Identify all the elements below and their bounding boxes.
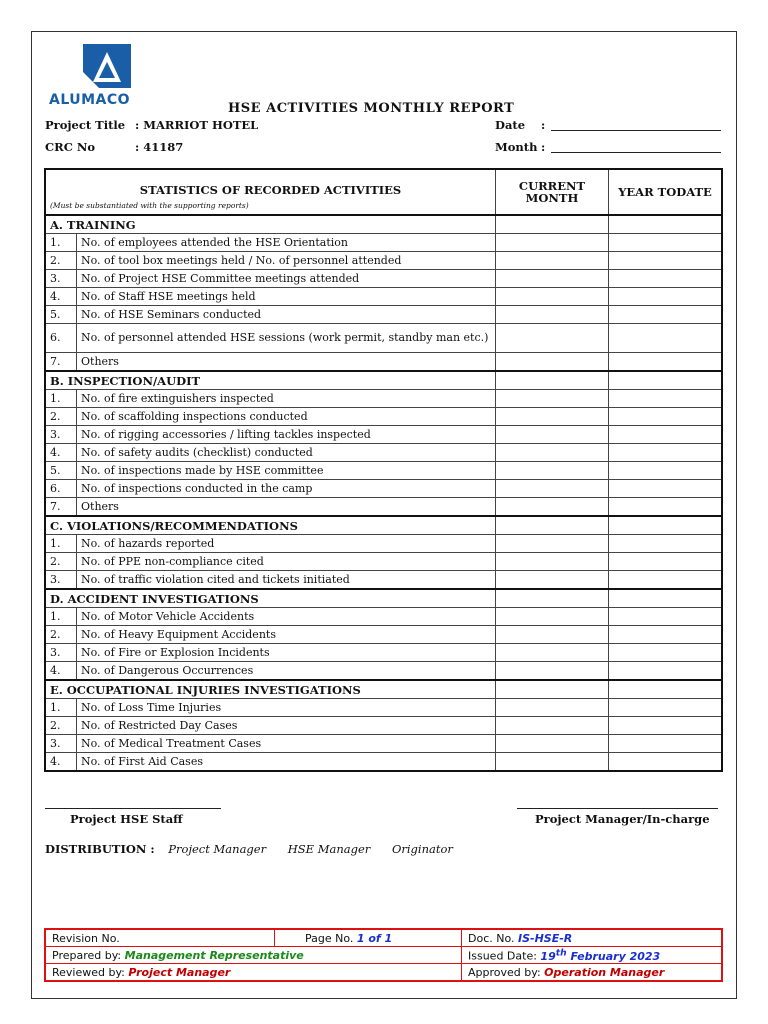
current-month-cell[interactable] bbox=[496, 644, 609, 662]
revision-cell bbox=[45, 929, 275, 947]
row-description: No. of safety audits (checklist) conducted bbox=[77, 444, 496, 462]
table-row bbox=[45, 571, 722, 590]
prepared-label: Prepared by: bbox=[52, 948, 122, 962]
row-number: 2. bbox=[45, 252, 77, 270]
approved-value: Operation Manager bbox=[544, 965, 665, 979]
reviewed-label: Reviewed by: bbox=[52, 965, 125, 979]
page-cell bbox=[275, 929, 462, 947]
section-title: E. OCCUPATIONAL INJURIES INVESTIGATIONS bbox=[45, 680, 496, 699]
year-todate-cell bbox=[609, 589, 723, 608]
section-title: C. VIOLATIONS/RECOMMENDATIONS bbox=[45, 516, 496, 535]
row-description: No. of inspections made by HSE committee bbox=[77, 462, 496, 480]
table-row bbox=[45, 408, 722, 426]
year-todate-cell[interactable] bbox=[609, 288, 723, 306]
year-todate-cell bbox=[609, 371, 723, 390]
year-todate-cell[interactable] bbox=[609, 608, 723, 626]
row-description: No. of Heavy Equipment Accidents bbox=[77, 626, 496, 644]
page-value: 1 of 1 bbox=[356, 931, 393, 945]
current-month-cell[interactable] bbox=[496, 571, 609, 590]
current-month-cell[interactable] bbox=[496, 390, 609, 408]
distribution-item: Project Manager bbox=[168, 842, 267, 856]
month-field-line[interactable] bbox=[551, 152, 721, 153]
report-title: HSE ACTIVITIES MONTHLY REPORT bbox=[228, 101, 515, 116]
row-number: 2. bbox=[45, 717, 77, 735]
table-row bbox=[45, 306, 722, 324]
row-description: No. of Project HSE Committee meetings attended bbox=[77, 270, 496, 288]
year-todate-cell[interactable] bbox=[609, 498, 723, 517]
row-number: 4. bbox=[45, 662, 77, 681]
footer-row bbox=[45, 947, 722, 964]
row-number: 1. bbox=[45, 535, 77, 553]
section-header-row bbox=[45, 680, 722, 699]
row-description: No. of Staff HSE meetings held bbox=[77, 288, 496, 306]
year-todate-cell[interactable] bbox=[609, 324, 723, 353]
current-month-cell[interactable] bbox=[496, 535, 609, 553]
row-description: No. of inspections conducted in the camp bbox=[77, 480, 496, 498]
current-month-cell bbox=[496, 215, 609, 234]
row-number: 1. bbox=[45, 234, 77, 252]
current-month-cell[interactable] bbox=[496, 270, 609, 288]
year-todate-cell[interactable] bbox=[609, 390, 723, 408]
current-month-cell[interactable] bbox=[496, 735, 609, 753]
row-description: No. of traffic violation cited and tickets initiated bbox=[77, 571, 496, 590]
row-number: 2. bbox=[45, 553, 77, 571]
month-colon: : bbox=[541, 140, 546, 154]
doc-value: IS-HSE-R bbox=[518, 931, 573, 945]
logo-icon bbox=[49, 42, 169, 92]
footer-row bbox=[45, 964, 722, 982]
row-description: Others bbox=[77, 353, 496, 372]
table-row bbox=[45, 390, 722, 408]
project-title-label: Project Title bbox=[45, 118, 126, 132]
current-month-cell[interactable] bbox=[496, 553, 609, 571]
row-number: 5. bbox=[45, 306, 77, 324]
row-description: No. of Fire or Explosion Incidents bbox=[77, 644, 496, 662]
row-number: 3. bbox=[45, 426, 77, 444]
table-row bbox=[45, 462, 722, 480]
current-month-cell[interactable] bbox=[496, 662, 609, 681]
year-todate-cell[interactable] bbox=[609, 735, 723, 753]
row-description: No. of scaffolding inspections conducted bbox=[77, 408, 496, 426]
stat-header bbox=[45, 169, 496, 215]
issued-cell bbox=[462, 947, 723, 964]
revision-label: Revision No. bbox=[52, 931, 120, 945]
current-month-cell[interactable] bbox=[496, 306, 609, 324]
row-number: 6. bbox=[45, 480, 77, 498]
row-description: No. of hazards reported bbox=[77, 535, 496, 553]
year-todate-cell[interactable] bbox=[609, 462, 723, 480]
hse-staff-label: Project HSE Staff bbox=[70, 812, 183, 826]
year-todate-cell[interactable] bbox=[609, 662, 723, 681]
row-description: No. of Medical Treatment Cases bbox=[77, 735, 496, 753]
row-description: No. of Motor Vehicle Accidents bbox=[77, 608, 496, 626]
section-header-row bbox=[45, 215, 722, 234]
year-todate-cell[interactable] bbox=[609, 626, 723, 644]
table-row bbox=[45, 735, 722, 753]
section-header-row bbox=[45, 371, 722, 390]
section-title: A. TRAINING bbox=[45, 215, 496, 234]
table-row bbox=[45, 252, 722, 270]
year-todate-cell[interactable] bbox=[609, 480, 723, 498]
row-description: Others bbox=[77, 498, 496, 517]
issued-suffix: th bbox=[555, 947, 567, 959]
year-todate-header: YEAR TODATE bbox=[609, 169, 723, 215]
current-month-cell bbox=[496, 371, 609, 390]
table-row bbox=[45, 444, 722, 462]
year-todate-cell[interactable] bbox=[609, 270, 723, 288]
year-todate-cell[interactable] bbox=[609, 444, 723, 462]
row-number: 7. bbox=[45, 498, 77, 517]
year-todate-cell[interactable] bbox=[609, 553, 723, 571]
year-todate-cell[interactable] bbox=[609, 408, 723, 426]
current-month-cell[interactable] bbox=[496, 498, 609, 517]
prepared-value: Management Representative bbox=[124, 948, 304, 962]
current-month-cell[interactable] bbox=[496, 252, 609, 270]
row-description: No. of tool box meetings held / No. of personnel attended bbox=[77, 252, 496, 270]
doc-label: Doc. No. bbox=[468, 931, 515, 945]
table-row bbox=[45, 626, 722, 644]
date-colon: : bbox=[541, 118, 546, 132]
page-label: Page No. bbox=[305, 931, 354, 945]
current-month-cell bbox=[496, 680, 609, 699]
year-todate-cell bbox=[609, 680, 723, 699]
table-row bbox=[45, 324, 722, 353]
table-row bbox=[45, 753, 722, 772]
current-month-cell bbox=[496, 516, 609, 535]
approved-label: Approved by: bbox=[468, 965, 541, 979]
stat-header-title: STATISTICS OF RECORDED ACTIVITIES bbox=[139, 183, 402, 197]
current-month-header: CURRENT MONTH bbox=[496, 169, 609, 215]
table-row bbox=[45, 480, 722, 498]
company-logo bbox=[49, 42, 169, 108]
row-number: 5. bbox=[45, 462, 77, 480]
year-todate-cell[interactable] bbox=[609, 426, 723, 444]
section-title: D. ACCIDENT INVESTIGATIONS bbox=[45, 589, 496, 608]
table-header-row bbox=[45, 169, 722, 215]
current-month-cell[interactable] bbox=[496, 353, 609, 372]
issued-day: 19 bbox=[540, 949, 556, 963]
distribution-item: Originator bbox=[391, 842, 453, 856]
year-todate-cell[interactable] bbox=[609, 717, 723, 735]
year-todate-cell[interactable] bbox=[609, 306, 723, 324]
year-todate-cell[interactable] bbox=[609, 753, 723, 772]
crc-label: CRC No bbox=[45, 140, 96, 154]
row-number: 1. bbox=[45, 699, 77, 717]
year-todate-cell bbox=[609, 215, 723, 234]
row-description: No. of HSE Seminars conducted bbox=[77, 306, 496, 324]
row-description: No. of fire extinguishers inspected bbox=[77, 390, 496, 408]
manager-label: Project Manager/In-charge bbox=[535, 812, 710, 826]
row-number: 4. bbox=[45, 753, 77, 772]
row-number: 1. bbox=[45, 390, 77, 408]
table-row bbox=[45, 353, 722, 372]
table-row bbox=[45, 717, 722, 735]
row-number: 3. bbox=[45, 644, 77, 662]
row-description: No. of rigging accessories / lifting tackles inspected bbox=[77, 426, 496, 444]
current-month-cell[interactable] bbox=[496, 626, 609, 644]
current-month-cell[interactable] bbox=[496, 288, 609, 306]
logo-text: ALUMACO bbox=[49, 92, 131, 108]
issued-month-year: February 2023 bbox=[566, 949, 661, 963]
reviewed-cell bbox=[45, 964, 462, 982]
year-todate-cell bbox=[609, 516, 723, 535]
distribution-label: DISTRIBUTION : bbox=[45, 842, 155, 856]
issued-date bbox=[540, 947, 661, 963]
distribution bbox=[45, 842, 471, 856]
date-field-line[interactable] bbox=[551, 130, 721, 131]
row-number: 7. bbox=[45, 353, 77, 372]
current-month-cell[interactable] bbox=[496, 408, 609, 426]
current-month-cell bbox=[496, 589, 609, 608]
distribution-item: HSE Manager bbox=[287, 842, 371, 856]
prepared-cell bbox=[45, 947, 462, 964]
table-row bbox=[45, 426, 722, 444]
current-month-cell[interactable] bbox=[496, 234, 609, 252]
project-title-value: : MARRIOT HOTEL bbox=[135, 118, 259, 132]
section-title: B. INSPECTION/AUDIT bbox=[45, 371, 496, 390]
current-month-cell[interactable] bbox=[496, 444, 609, 462]
approved-cell bbox=[462, 964, 723, 982]
reviewed-value: Project Manager bbox=[128, 965, 231, 979]
current-month-cell[interactable] bbox=[496, 608, 609, 626]
table-row bbox=[45, 662, 722, 681]
current-month-cell[interactable] bbox=[496, 426, 609, 444]
row-description: No. of Loss Time Injuries bbox=[77, 699, 496, 717]
document-control-table bbox=[44, 928, 723, 982]
statistics-table bbox=[44, 168, 723, 772]
row-number: 2. bbox=[45, 408, 77, 426]
table-row bbox=[45, 270, 722, 288]
current-month-cell[interactable] bbox=[496, 324, 609, 353]
year-todate-cell[interactable] bbox=[609, 644, 723, 662]
crc-value: : 41187 bbox=[135, 140, 184, 154]
current-month-cell[interactable] bbox=[496, 480, 609, 498]
year-todate-cell[interactable] bbox=[609, 535, 723, 553]
table-row bbox=[45, 553, 722, 571]
stat-header-note: (Must be substantiated with the supporting reports) bbox=[50, 201, 249, 210]
doc-cell bbox=[462, 929, 723, 947]
year-todate-cell[interactable] bbox=[609, 234, 723, 252]
row-description: No. of employees attended the HSE Orientation bbox=[77, 234, 496, 252]
current-month-cell[interactable] bbox=[496, 462, 609, 480]
table-row bbox=[45, 234, 722, 252]
table-row bbox=[45, 608, 722, 626]
row-description: No. of Dangerous Occurrences bbox=[77, 662, 496, 681]
row-number: 2. bbox=[45, 626, 77, 644]
section-header-row bbox=[45, 516, 722, 535]
row-number: 4. bbox=[45, 444, 77, 462]
table-row bbox=[45, 644, 722, 662]
footer-row bbox=[45, 929, 722, 947]
row-description: No. of personnel attended HSE sessions (work permit, standby man etc.) bbox=[77, 324, 496, 353]
row-number: 6. bbox=[45, 324, 77, 353]
issued-label: Issued Date: bbox=[468, 949, 537, 963]
row-number: 3. bbox=[45, 571, 77, 590]
month-label: Month bbox=[495, 140, 538, 154]
row-description: No. of First Aid Cases bbox=[77, 753, 496, 772]
table-row bbox=[45, 498, 722, 517]
current-month-cell[interactable] bbox=[496, 717, 609, 735]
date-label: Date bbox=[495, 118, 526, 132]
year-todate-cell[interactable] bbox=[609, 252, 723, 270]
table-row bbox=[45, 535, 722, 553]
year-todate-cell[interactable] bbox=[609, 699, 723, 717]
table-row bbox=[45, 699, 722, 717]
row-description: No. of Restricted Day Cases bbox=[77, 717, 496, 735]
hse-staff-signature-line[interactable] bbox=[45, 808, 221, 809]
table-row bbox=[45, 288, 722, 306]
section-header-row bbox=[45, 589, 722, 608]
year-todate-cell[interactable] bbox=[609, 571, 723, 590]
current-month-cell[interactable] bbox=[496, 753, 609, 772]
row-number: 3. bbox=[45, 735, 77, 753]
row-number: 3. bbox=[45, 270, 77, 288]
current-month-cell[interactable] bbox=[496, 699, 609, 717]
manager-signature-line[interactable] bbox=[517, 808, 718, 809]
row-description: No. of PPE non-compliance cited bbox=[77, 553, 496, 571]
year-todate-cell[interactable] bbox=[609, 353, 723, 372]
row-number: 4. bbox=[45, 288, 77, 306]
row-number: 1. bbox=[45, 608, 77, 626]
